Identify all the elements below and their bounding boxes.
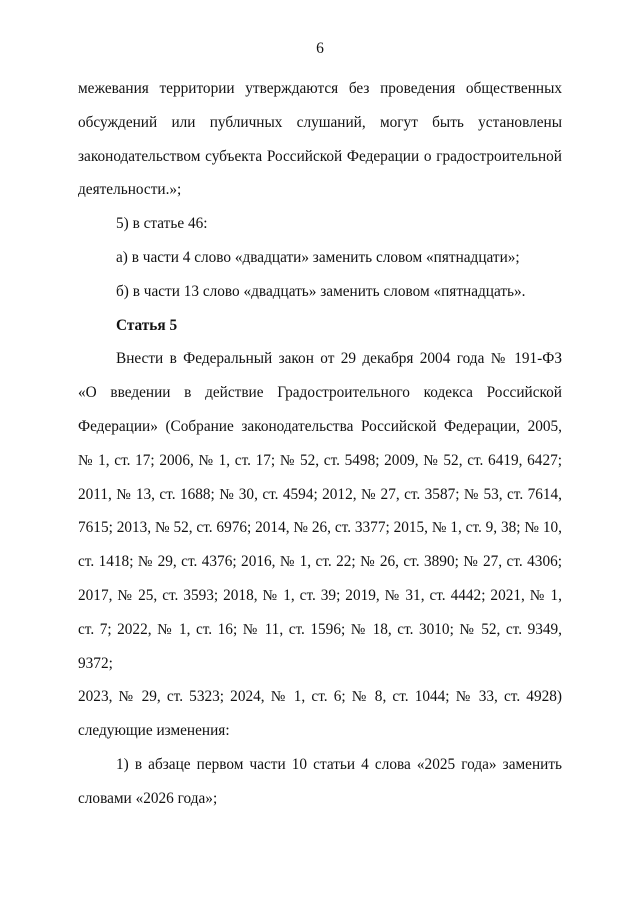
article-heading [78, 309, 562, 343]
page-number: 6 [316, 40, 324, 57]
text-line: ст. 7; 2022, № 1, ст. 16; № 11, ст. 1596; № 18, ст. 3010; № 52, ст. 9349, 9372; [78, 620, 562, 672]
text-line: 1) в абзаце первом части 10 статьи 4 слова «2025 года» заменить [116, 755, 562, 773]
text-line: 2011, № 13, ст. 1688; № 30, ст. 4594; 2012, № 27, ст. 3587; № 53, ст. 7614, [78, 485, 562, 503]
paragraph [78, 342, 562, 748]
text-line: а) в части 4 слово «двадцати» заменить словом «пятнадцати»; [116, 248, 520, 266]
text-line: деятельности.»; [78, 181, 182, 199]
text-line: Федерации» (Собрание законодательства Российской Федерации, 2005, [78, 417, 562, 435]
text-line: ст. 1418; № 29, ст. 4376; 2016, № 1, ст. 22; № 26, ст. 3890; № 27, ст. 4306; [78, 553, 562, 571]
text-line: законодательством субъекта Российской Федерации о градостроительной [78, 147, 562, 165]
text-line: 2023, № 29, ст. 5323; 2024, № 1, ст. 6; № 8, ст. 1044; № 33, ст. 4928) [78, 688, 562, 706]
text-line: следующие изменения: [78, 722, 230, 740]
text-line: 7615; 2013, № 52, ст. 6976; 2014, № 26, ст. 3377; 2015, № 1, ст. 9, 38; № 10, [78, 519, 562, 537]
text-line: № 1, ст. 17; 2006, № 1, ст. 17; № 52, ст. 5498; 2009, № 52, ст. 6419, 6427; [78, 451, 562, 469]
text-line: Статья 5 [116, 316, 178, 334]
paragraph [78, 241, 562, 275]
document-body [78, 72, 562, 816]
text-line: межевания территории утверждаются без проведения общественных [78, 80, 562, 97]
paragraph [78, 275, 562, 309]
text-line: Внести в Федеральный закон от 29 декабря 2004 года № 191-ФЗ [116, 350, 562, 368]
text-line: «О введении в действие Градостроительного кодекса Российской [78, 384, 562, 402]
paragraph [78, 207, 562, 241]
paragraph [78, 72, 562, 207]
text-line: б) в части 13 слово «двадцать» заменить словом «пятнадцать». [116, 282, 526, 300]
text-line: словами «2026 года»; [78, 789, 218, 807]
text-line: обсуждений или публичных слушаний, могут быть установлены [78, 113, 562, 131]
text-line: 2017, № 25, ст. 3593; 2018, № 1, ст. 39; 2019, № 31, ст. 4442; 2021, № 1, [78, 586, 562, 604]
paragraph [78, 748, 562, 816]
text-line: 5) в статье 46: [116, 215, 208, 233]
